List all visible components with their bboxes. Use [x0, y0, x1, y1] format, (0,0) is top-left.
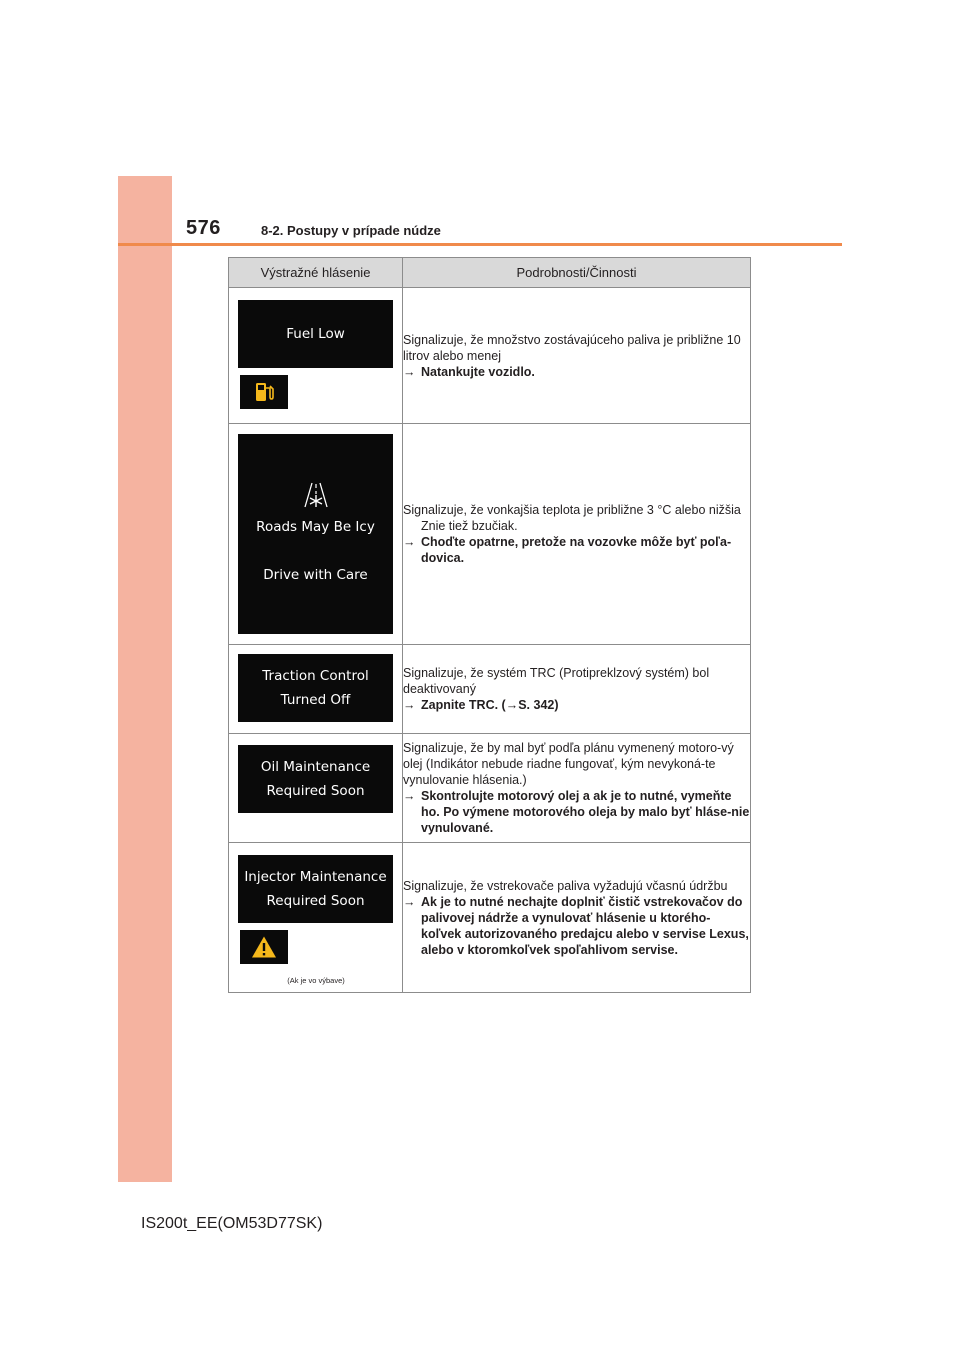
- arrow-icon: →: [403, 894, 416, 909]
- table-row: [229, 645, 751, 734]
- display-line: Drive with Care: [263, 567, 368, 583]
- table-row: [229, 288, 751, 424]
- description-text: Signalizuje, že vonkajšia teplota je približne 3 °C alebo nižšia: [403, 503, 741, 517]
- action-text: Choďte opatrne, pretože na vozovke môže byť poľa-dovica.: [421, 535, 732, 565]
- display-line: Required Soon: [266, 783, 365, 799]
- description-text: Signalizuje, že vstrekovače paliva vyžadujú včasnú údržbu: [403, 878, 728, 893]
- warning-message-table: [228, 257, 751, 993]
- oil-maintenance-display: [238, 745, 393, 813]
- header-rule: [118, 243, 842, 246]
- equipment-note: (Ak je vo výbave): [287, 976, 345, 985]
- action-instruction: [403, 788, 750, 836]
- action-instruction: [403, 697, 750, 713]
- display-line: Oil Maintenance: [260, 759, 371, 775]
- display-line: Traction Control: [262, 668, 369, 684]
- table-header-row: [229, 258, 751, 288]
- message-image-cell: [229, 843, 403, 993]
- description-cell: [403, 645, 751, 734]
- action-text: Natankujte vozidlo.: [421, 364, 535, 379]
- section-title: 8-2. Postupy v prípade núdze: [261, 223, 441, 238]
- table-row: [229, 843, 751, 993]
- model-code-footer: IS200t_EE(OM53D77SK): [141, 1215, 323, 1232]
- arrow-icon: →: [403, 535, 416, 549]
- arrow-icon: →: [403, 364, 416, 379]
- action-text: Skontrolujte motorový olej a ak je to nutné, vymeňte ho. Po výmene motorového oleja by malo byť hláse-nie vynulované.: [421, 789, 750, 835]
- action-instruction: [403, 534, 750, 566]
- description-cell: [403, 843, 751, 993]
- action-instruction: [403, 364, 750, 380]
- injector-maintenance-display: [238, 855, 393, 923]
- action-instruction: [403, 894, 750, 958]
- description-text: Signalizuje, že množstvo zostávajúceho paliva je približne 10 litrov alebo menej: [403, 332, 741, 363]
- warning-triangle-icon: [240, 930, 288, 964]
- side-color-band: [118, 176, 172, 1182]
- message-image-cell: [229, 734, 403, 843]
- display-line: Turned Off: [280, 692, 351, 708]
- action-text: Ak je to nutné nechajte doplniť čistič vstrekovačov do palivovej nádrže a vynulovať hlásenie u ktorého-koľvek autorizovaného predajcu alebo v servise Lexus, alebo v ktoromkoľvek spoľahlivom servise.: [421, 894, 749, 957]
- traction-control-display: [238, 654, 393, 722]
- arrow-icon: →: [403, 698, 416, 712]
- description-cell: [403, 288, 751, 424]
- display-line: Fuel Low: [286, 326, 345, 342]
- message-image-cell: [229, 288, 403, 424]
- icy-road-display: [238, 434, 393, 634]
- display-line: Injector Maintenance: [244, 869, 387, 885]
- description-text: Signalizuje, že systém TRC (Protipreklzový systém) bol deaktivovaný: [403, 666, 710, 696]
- description-cell: [403, 424, 751, 645]
- icy-road-icon: [303, 481, 329, 509]
- page-number: 576: [186, 217, 221, 239]
- message-image-cell: [229, 645, 403, 734]
- description-text: Signalizuje, že by mal byť podľa plánu vymenený motoro-vý olej (Indikátor nebude riadne fungovať, kým nevykoná-te vynulovanie hlásenia.): [403, 741, 734, 787]
- buzzer-note: Znie tiež bzučiak.: [421, 519, 518, 533]
- table-row: [229, 424, 751, 645]
- display-line: Roads May Be Icy: [256, 519, 375, 535]
- fuel-pump-icon: [240, 375, 288, 409]
- description-cell: [403, 734, 751, 843]
- fuel-low-display: [238, 300, 393, 368]
- action-text: Zapnite TRC. (→S. 342): [421, 698, 559, 712]
- col-header-details: Podrobnosti/Činnosti: [403, 258, 751, 288]
- arrow-icon: →: [403, 789, 416, 803]
- display-line: Required Soon: [266, 893, 365, 909]
- col-header-warning-message: Výstražné hlásenie: [229, 258, 403, 288]
- table-row: [229, 734, 751, 843]
- message-image-cell: [229, 424, 403, 645]
